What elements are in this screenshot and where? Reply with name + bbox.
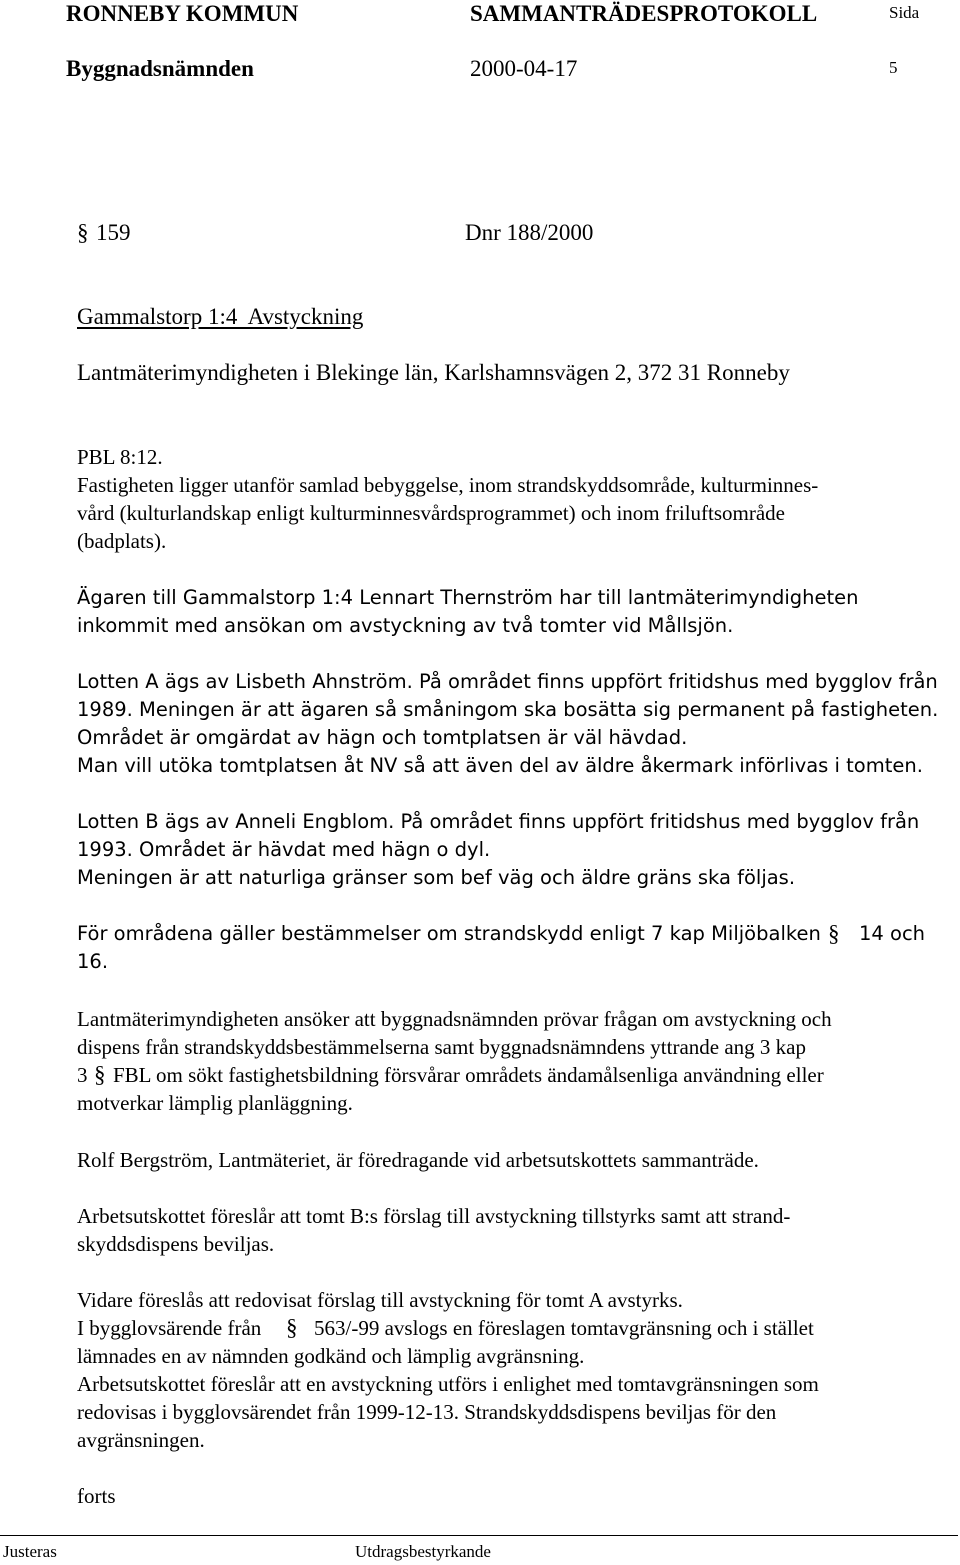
text-line: Vidare föreslås att redovisat förslag till avstyckning för tomt A avstyrks. bbox=[77, 1288, 683, 1312]
text-line: Man vill utöka tomtplatsen åt NV så att även del av äldre åkermark införlivas i tomten. bbox=[77, 754, 923, 777]
paragraph-presenter: Rolf Bergström, Lantmäteriet, är föredragande vid arbetsutskottets sammanträde. bbox=[77, 1148, 759, 1172]
text-line: Ägaren till Gammalstorp 1:4 Lennart Thernström har till lantmäterimyndigheten bbox=[77, 586, 859, 609]
item-number: 159 bbox=[96, 220, 131, 245]
municipality-name: RONNEBY KOMMUN bbox=[66, 1, 299, 26]
text-line: redovisas i bygglovsärendet från 1999-12-13. Strandskyddsdispens beviljas för den bbox=[77, 1400, 777, 1424]
text-line: lämnades en av nämnden godkänd och lämplig avgränsning. bbox=[77, 1344, 585, 1368]
item-title: Gammalstorp 1:4 Avstyckning bbox=[77, 304, 364, 329]
paragraph-pbl bbox=[77, 443, 957, 555]
text-line: Arbetsutskottet föreslår att en avstyckning utförs i enlighet med tomtavgränsningen som bbox=[77, 1372, 819, 1396]
footer-justeras: Justeras bbox=[3, 1542, 57, 1561]
text-line: Lantmäterimyndigheten ansöker att byggnadsnämnden prövar frågan om avstyckning och bbox=[77, 1007, 832, 1031]
text-line: Området är omgärdat av hägn och tomtplatsen är väl hävdad. bbox=[77, 726, 688, 749]
strandskydd-sections: 14 och bbox=[859, 922, 926, 945]
footer-utdragsbestyrkande: Utdragsbestyrkande bbox=[355, 1542, 491, 1561]
text-line: 1993. Området är hävdat med hägn o dyl. bbox=[77, 838, 491, 861]
text-line: Meningen är att naturliga gränser som bef väg och äldre gräns ska följas. bbox=[77, 866, 796, 889]
text-line: Lotten A ägs av Lisbeth Ahnström. På området finns uppfört fritidshus med bygglov från bbox=[77, 670, 938, 693]
paragraph-application bbox=[77, 1005, 957, 1061]
continued-marker: forts bbox=[77, 1484, 116, 1508]
paragraph-lot-b bbox=[77, 808, 957, 892]
text-line: Lotten B ägs av Anneli Engblom. På området finns uppfört fritidshus med bygglov från bbox=[77, 810, 920, 833]
text-line: inkommit med ansökan om avstyckning av två tomter vid Mållsjön. bbox=[77, 614, 734, 637]
meeting-date: 2000-04-17 bbox=[470, 56, 578, 81]
section-symbol: § bbox=[286, 1315, 298, 1340]
page-number: 5 bbox=[889, 58, 898, 77]
committee-name: Byggnadsnämnden bbox=[66, 56, 254, 81]
paragraph-further-proposal bbox=[77, 1342, 957, 1454]
text-line: (badplats). bbox=[77, 529, 167, 553]
section-symbol: § bbox=[94, 1062, 106, 1087]
text-line: 1989. Meningen är att ägaren så småningom ska bosätta sig permanent på fastigheten. bbox=[77, 698, 939, 721]
text-line: avgränsningen. bbox=[77, 1428, 205, 1452]
fbl-text: FBL om sökt fastighetsbildning försvårar områdets ändamålsenliga användning eller bbox=[113, 1063, 824, 1087]
applicant-line: Lantmäterimyndigheten i Blekinge län, Karlshamnsvägen 2, 372 31 Ronneby bbox=[77, 360, 790, 385]
strandskydd-text: För områdena gäller bestämmelser om strandskydd enligt 7 kap Miljöbalken bbox=[77, 922, 821, 945]
text-line: motverkar lämplig planläggning. bbox=[77, 1091, 353, 1115]
text-line: PBL 8:12. bbox=[77, 445, 163, 469]
chapter-number: 3 bbox=[77, 1063, 88, 1087]
page-label: Sida bbox=[889, 3, 920, 22]
paragraph-owner bbox=[77, 584, 957, 640]
strandskydd-sections-end: 16. bbox=[77, 950, 109, 973]
text-line: dispens från strandskyddsbestämmelserna samt byggnadsnämndens yttrande ang 3 kap bbox=[77, 1035, 807, 1059]
diary-number: Dnr 188/2000 bbox=[465, 220, 594, 245]
document-type: SAMMANTRÄDESPROTOKOLL bbox=[470, 1, 818, 26]
footer-divider bbox=[0, 1535, 958, 1536]
section-symbol: § bbox=[77, 220, 89, 245]
text-line: vård (kulturlandskap enligt kulturminnesvårdsprogrammet) och inom friluftsområde bbox=[77, 501, 785, 525]
text-line: Arbetsutskottet föreslår att tomt B:s förslag till avstyckning tillstyrks samt att strand- bbox=[77, 1204, 791, 1228]
paragraph-lot-a bbox=[77, 668, 957, 780]
text-line: skyddsdispens beviljas. bbox=[77, 1232, 275, 1256]
bygglov-text-cont: 563/-99 avslogs en föreslagen tomtavgränsning och i stället bbox=[314, 1316, 814, 1340]
paragraph-committee-proposal bbox=[77, 1202, 957, 1258]
text-line: Fastigheten ligger utanför samlad bebyggelse, inom strandskyddsområde, kulturminnes- bbox=[77, 473, 819, 497]
bygglov-text: I bygglovsärende från bbox=[77, 1316, 262, 1340]
section-symbol: § bbox=[828, 921, 840, 946]
